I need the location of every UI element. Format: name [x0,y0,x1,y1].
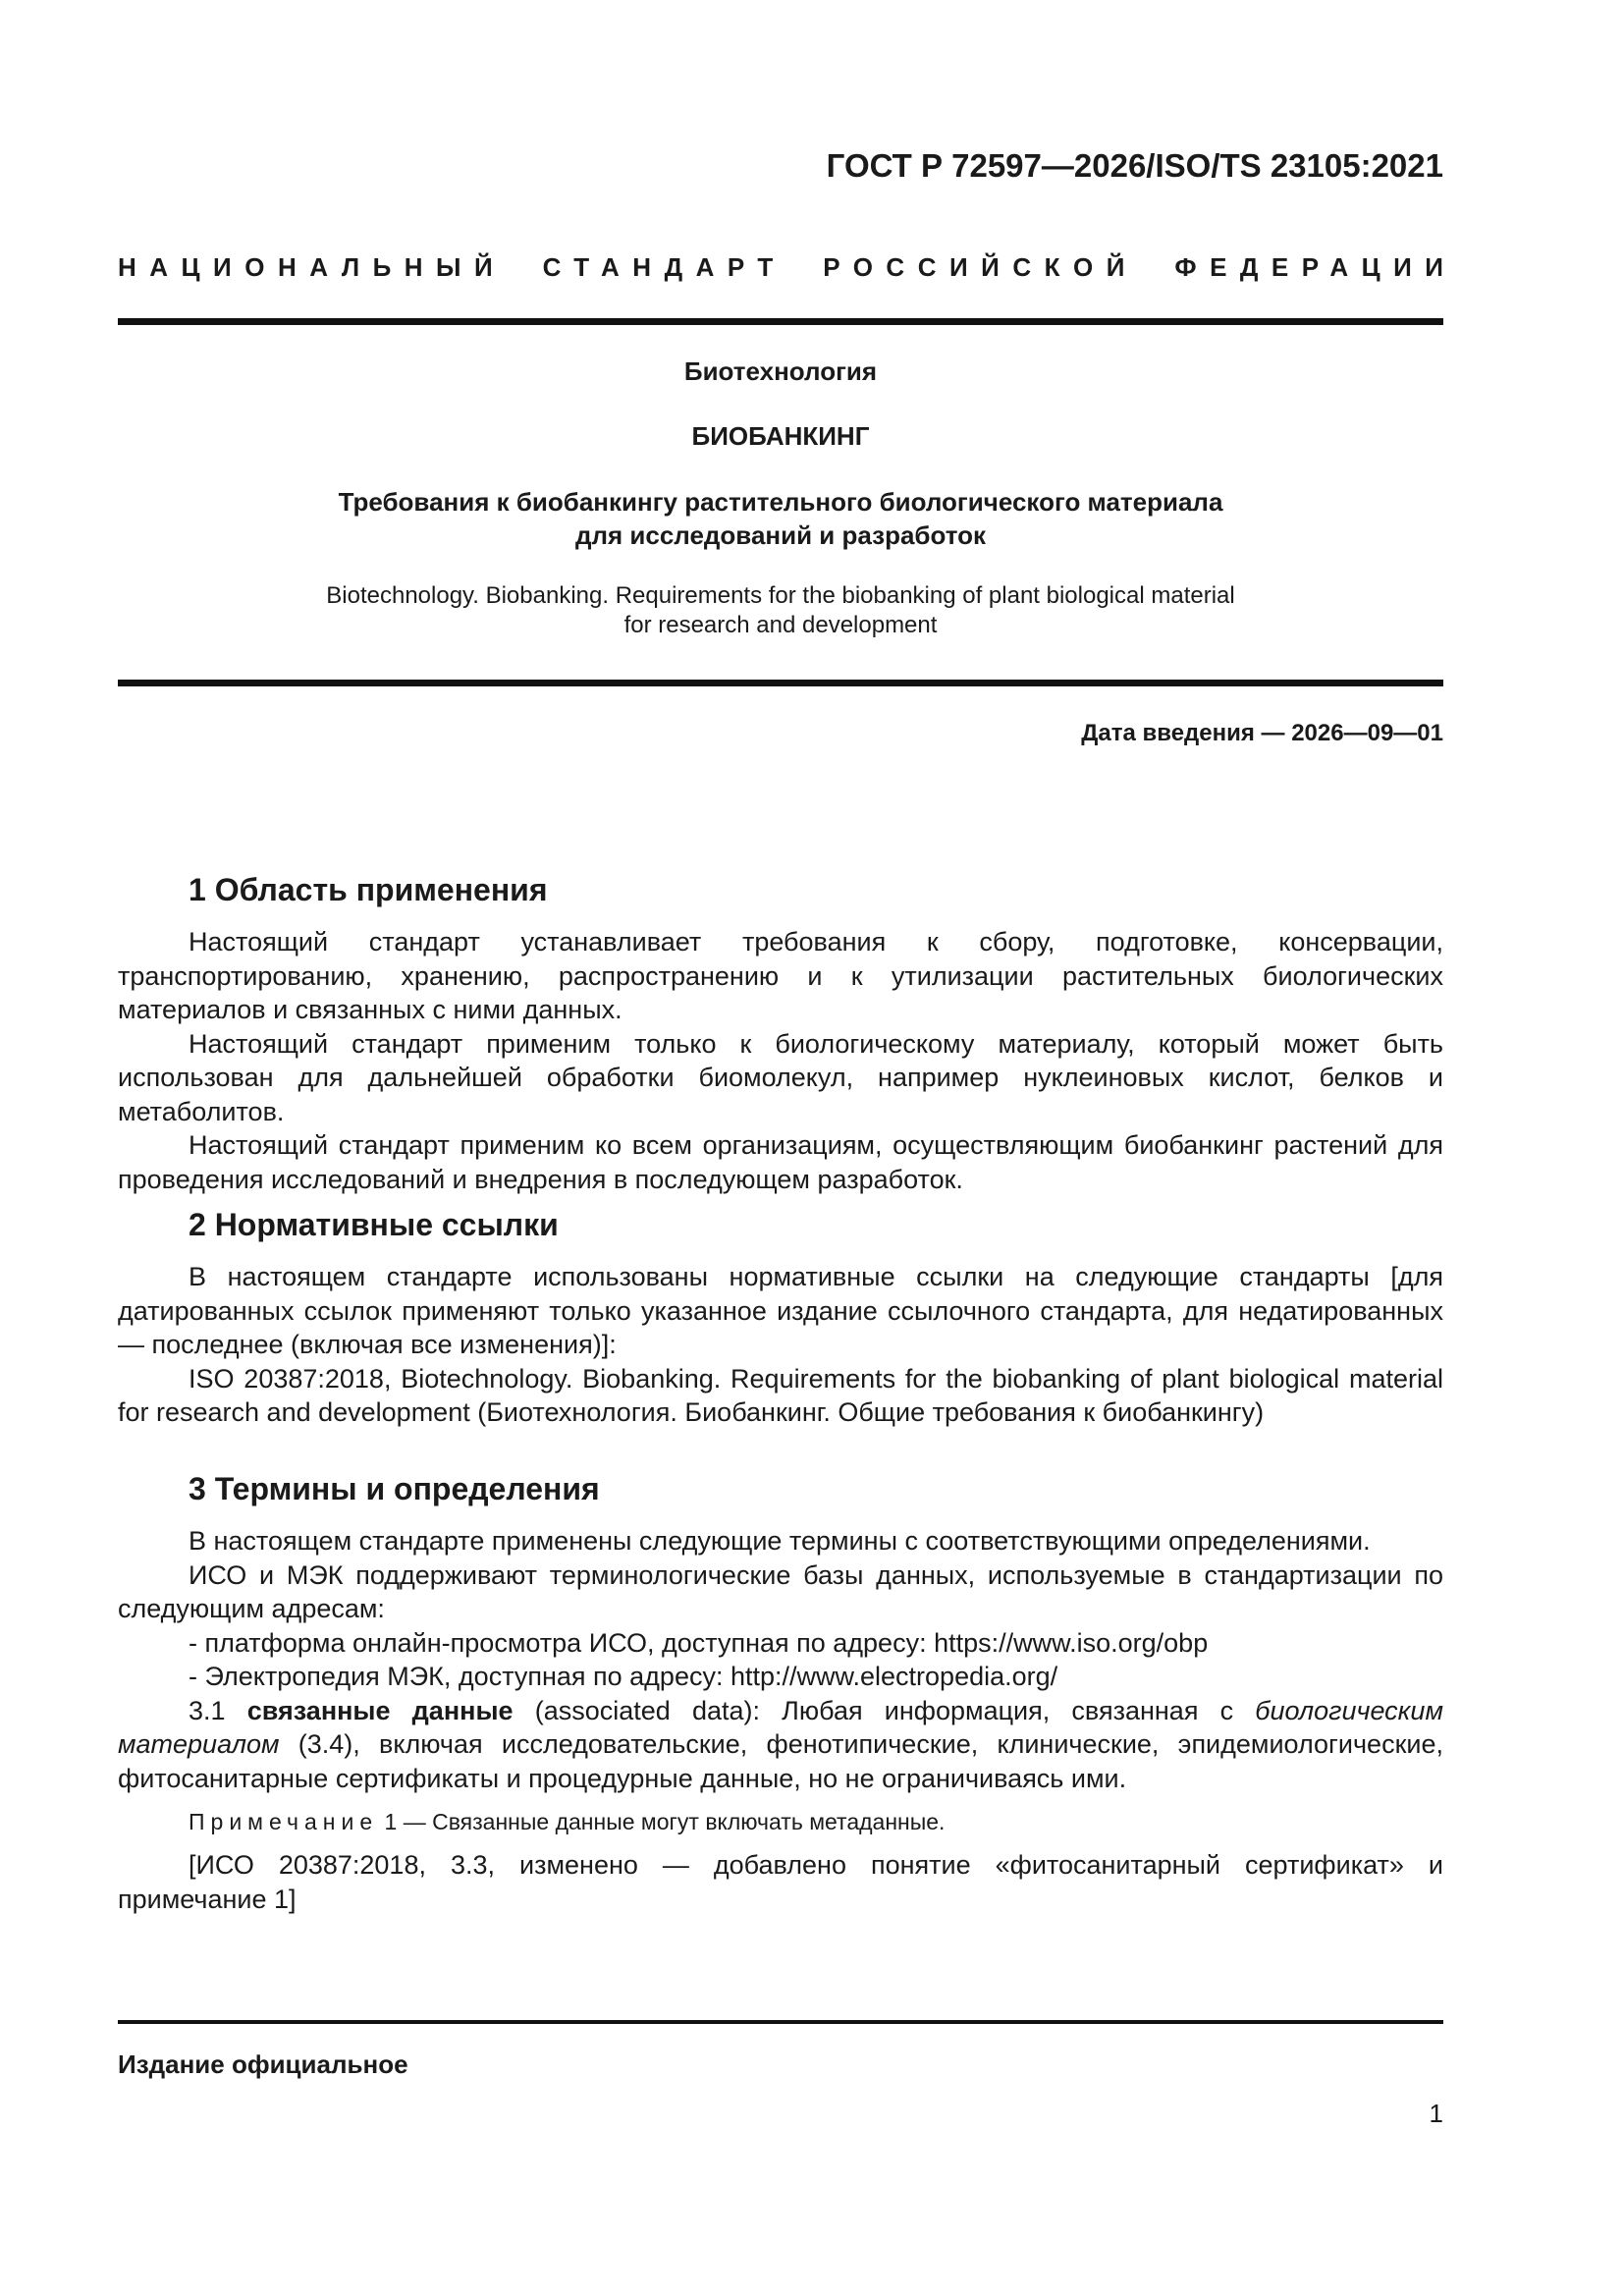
official-edition-label: Издание официальное [118,2050,408,2079]
list-item: - Электропедия МЭК, доступная по адресу: http://www.electropedia.org/ [189,1662,1058,1691]
term-number: 3.1 [189,1695,226,1725]
section-normative-references [118,1205,1443,1430]
term-link: биологическим материалом [118,1695,1443,1759]
paragraph: В настоящем стандарте применены следующие термины с соответствующими определениями. [189,1526,1371,1556]
banner-word-3: РОССИЙСКОЙ [823,252,1138,282]
note-label: Примечание [189,1809,379,1834]
note [118,1807,1443,1836]
introduction-date: Дата введения — 2026—09—01 [1081,720,1443,746]
top-rule [118,318,1443,325]
section-heading: 3 Термины и определения [189,1471,600,1506]
section-heading: 1 Область применения [189,872,548,907]
banner-word-1: НАЦИОНАЛЬНЫЙ [118,252,507,282]
term-english: (associated data): Любая информация, связанная с [534,1695,1234,1725]
title-main: БИОБАНКИНГ [691,421,870,451]
section-heading: 2 Нормативные ссылки [189,1207,559,1242]
page-number: 1 [1429,2099,1443,2128]
section-terms [118,1469,1443,1916]
title-english-line1: Biotechnology. Biobanking. Requirements for the biobanking of plant biological material [326,582,1235,609]
national-standard-banner [118,252,1457,283]
title-subtitle-line1: Требования к биобанкингу растительного биологического материала [338,487,1223,517]
section-scope [118,870,1443,1196]
paragraph: Настоящий стандарт применим ко всем организациям, осуществляющим биобанкинг растений для проведения исследований и внедрения в последующем разработок. [118,1130,1443,1194]
source-reference: [ИСО 20387:2018, 3.3, изменено — добавлено понятие «фитосанитарный сертификат» и примечание 1] [118,1850,1443,1914]
reference-entry: ISO 20387:2018, Biotechnology. Biobanking. Requirements for the biobanking of plant biological material for research and development (Биотехнология. Биобанкинг. Общие требования к биобанкингу) [118,1363,1443,1427]
title-subtitle-line2: для исследований и разработок [574,520,987,550]
term-name: связанные данные [246,1695,514,1725]
paragraph: В настоящем стандарте использованы нормативные ссылки на следующие стандарты [для датированных ссылок применяют только указанное издание ссылочного стандарта, для недатированных — последнее (включая все изменения)]: [118,1262,1443,1359]
standard-number: ГОСТ Р 72597—2026/ISO/TS 23105:2021 [826,147,1443,184]
footer-rule [118,2020,1443,2024]
banner-word-4: ФЕДЕРАЦИИ [1174,252,1457,282]
term-text: (3.4), включая исследовательские, фенотипические, клинические, эпидемиологические, фитосанитарные сертификаты и процедурные данные, но не ограничиваясь ими. [118,1729,1443,1793]
title-category: Биотехнология [683,356,878,386]
paragraph: Настоящий стандарт устанавливает требования к сбору, подготовке, консервации, транспортированию, хранению, распространению и к утилизации растительных биологических материалов и связанных с ними данных. [118,927,1443,1024]
paragraph: ИСО и МЭК поддерживают терминологические базы данных, используемые в стандартизации по следующим адресам: [118,1559,1443,1623]
title-english-line2: for research and development [623,612,938,638]
list-item: - платформа онлайн-просмотра ИСО, доступная по адресу: https://www.iso.org/obp [189,1627,1209,1658]
term-definition [118,1694,1443,1796]
note-text: 1 — Связанные данные могут включать метаданные. [384,1809,946,1834]
paragraph: Настоящий стандарт применим только к биологическому материалу, который может быть использован для дальнейшей обработки биомолекул, например нуклеиновых кислот, белков и метаболитов. [118,1028,1443,1126]
banner-word-2: СТАНДАРТ [542,252,786,282]
title-bottom-rule [118,680,1443,686]
